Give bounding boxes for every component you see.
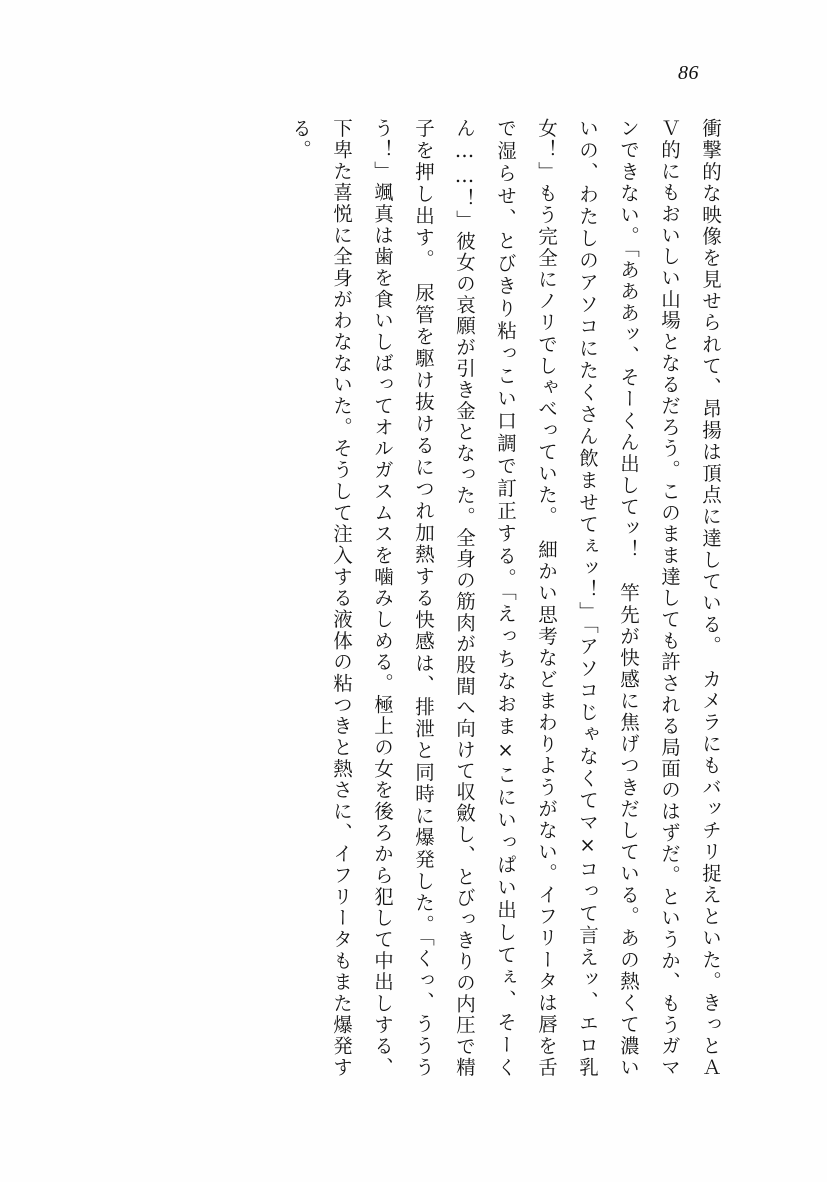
body-text: 衝撃的な映像を見せられて、昂揚は頂点に達している。 カメラにもバッチリ捉えといた。きっとＡＶ的にもおいしい山場となるだろう。このまま達しても許される局面のはずだ。というか、もうガマンできない。「あああッ、そーくん出してッ！ 竿先が快感に焦げつきだしている。あの熱くて濃いいの、わたしのアソコにたくさん飲ませてぇッ！」「アソコじゃなくてマ×コって言えッ、エロ乳女！」もう完全にノリでしゃべっていた。 細かい思考などまわりようがない。イフリータは唇を舌で湿らせ、とびきり粘っこい口調で訂正する。「えっちなおま×こにいっぱい出してぇ、そーくん……！」彼女の哀願が引き金となった。全身の筋肉が股間へ向けて収斂し、とびっきりの内圧で精子を押し出す。 尿管を駆け抜けるにつれ加熱する快感は、排泄と同時に爆発した。「くっ、うううう！」颯真は歯を食いしばってオルガスムスを噛みしめる。極上の女を後ろから犯して中出しする、下卑た喜悦に全身がわなないた。そうして注入する液体の粘つきと熱さに、イフリータもまた爆発する。 <box>289 118 722 1078</box>
page-number: 86 <box>678 62 699 84</box>
